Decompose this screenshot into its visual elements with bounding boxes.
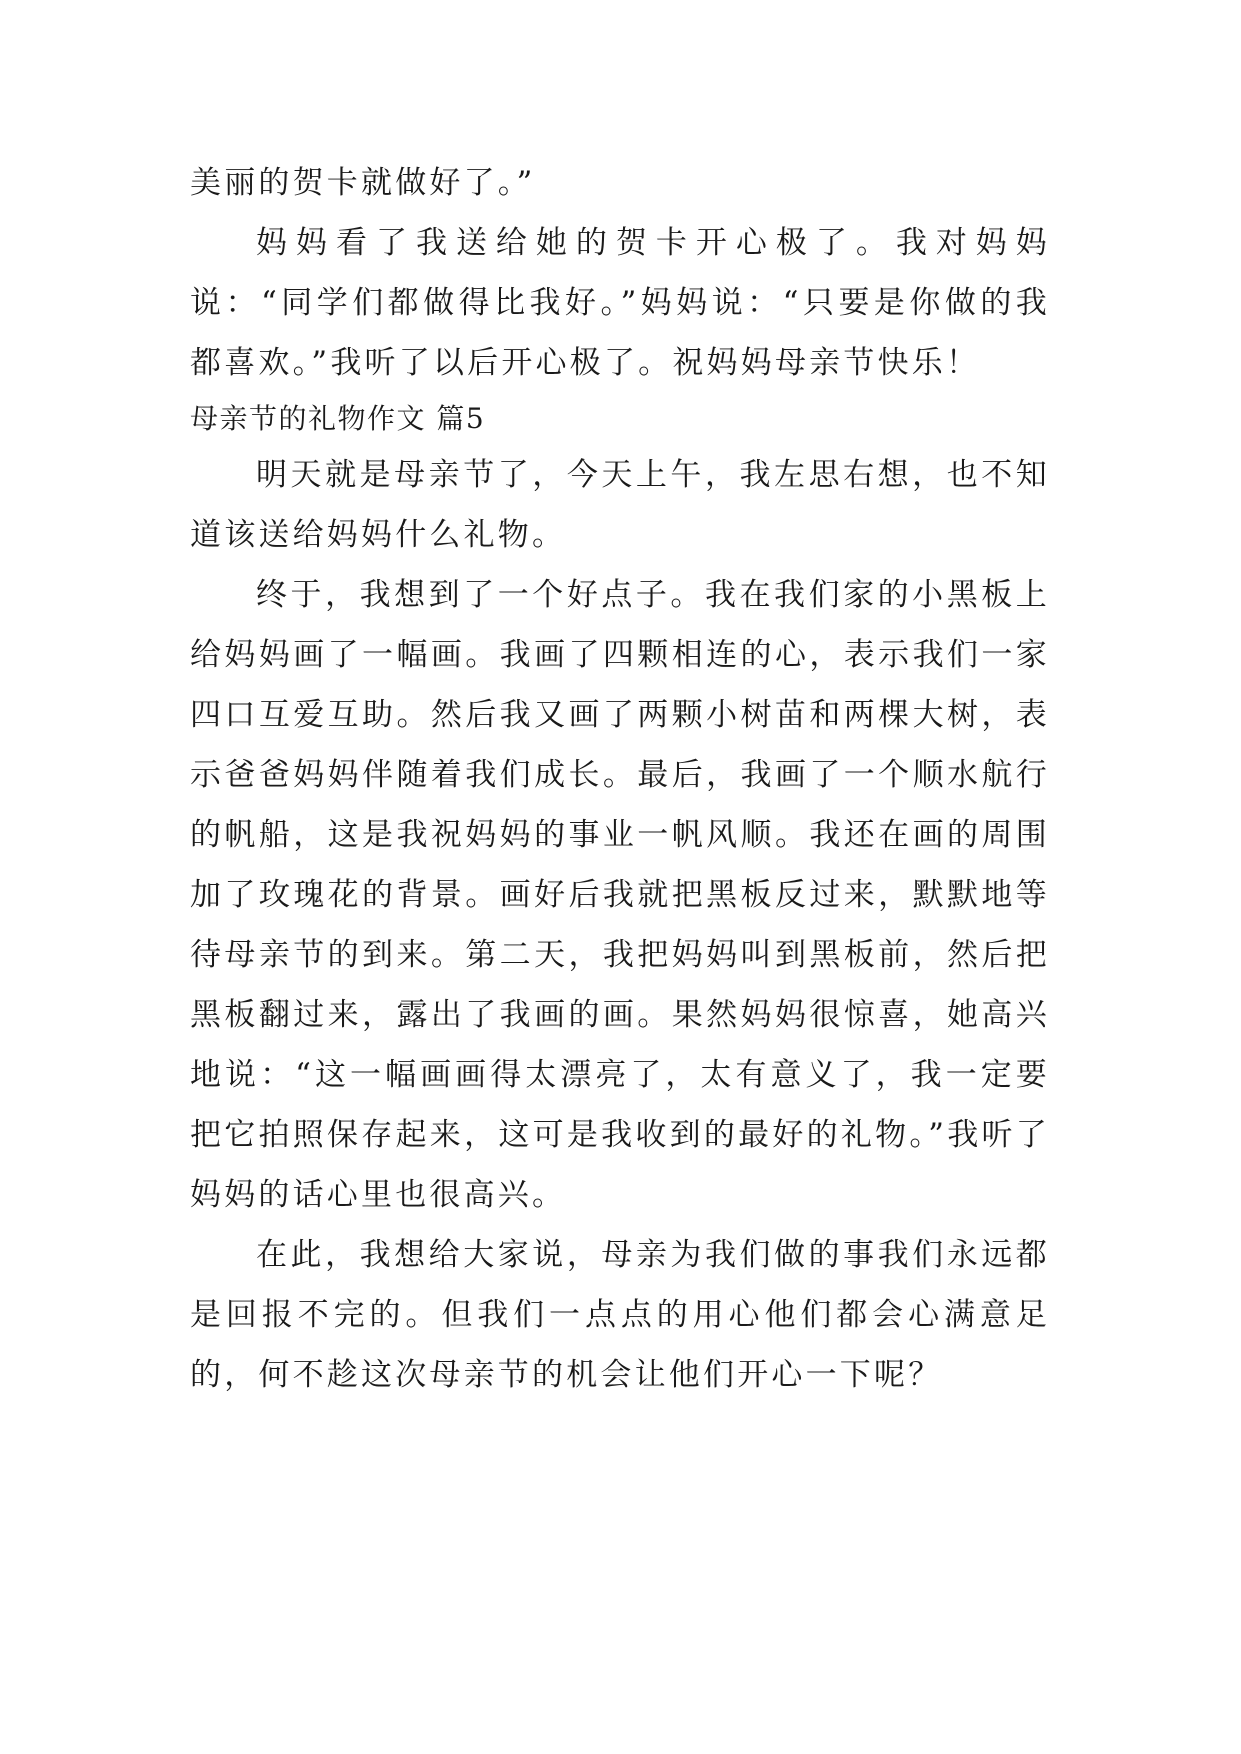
paragraph-conclusion: 在此，我想给大家说，母亲为我们做的事我们永远都是回报不完的。但我们一点点的用心他们都会心满意足的，何不趁这次母亲节的机会让他们开心一下呢？ xyxy=(190,1237,1050,1393)
paragraph-drawing-story: 终于，我想到了一个好点子。我在我们家的小黑板上给妈妈画了一幅画。我画了四颗相连的心，表示我们一家四口互爱互助。然后我又画了两颗小树苗和两棵大树，表示爸爸妈妈伴随着我们成长。最后，我画了一个顺水航行的帆船，这是我祝妈妈的事业一帆风顺。我还在画的周围加了玫瑰花的背景。画好后我就把黑板反过来，默默地等待母亲节的到来。第二天，我把妈妈叫到黑板前，然后把黑板翻过来，露出了我画的画。果然妈妈很惊喜，她高兴地说：“这一幅画画得太漂亮了，太有意义了，我一定要把它拍照保存起来，这可是我收到的最好的礼物。”我听了妈妈的话心里也很高兴。 xyxy=(190,577,1050,1213)
section-heading: 母亲节的礼物作文 篇5 xyxy=(190,402,486,435)
paragraph-card-reaction: 妈妈看了我送给她的贺卡开心极了。我对妈妈说：“同学们都做得比我好。”妈妈说：“只要是你做的我都喜欢。”我听了以后开心极了。祝妈妈母亲节快乐！ xyxy=(190,225,1050,381)
document-body xyxy=(190,153,1050,1405)
paragraph-intro: 明天就是母亲节了，今天上午，我左思右想，也不知道该送给妈妈什么礼物。 xyxy=(190,457,1050,553)
paragraph-continuation: 美丽的贺卡就做好了。” xyxy=(190,165,536,201)
